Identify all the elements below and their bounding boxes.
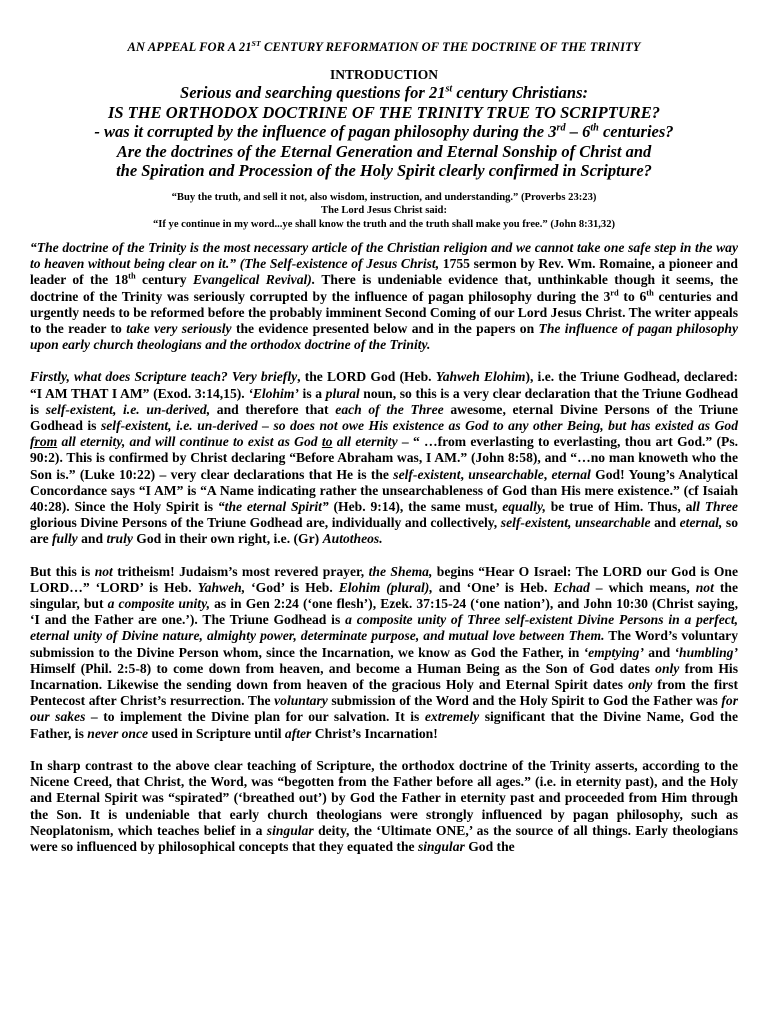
paragraph-2: Firstly, what does Scripture teach? Very briefly, the LORD God (Heb. Yahweh Elohim), i.e. the Triune Godhead, declared: “I AM THAT I AM” (Exod. 3:14,15). ‘Elohim’ is a plural noun, so this is a very clear declaration that the Triune Godhead is self-existent, i.e. un-derived, and therefore that each of the Three awesome, eternal Divine Persons of the Triune Godhead is self-existent, i.e. un-derived – so does not owe His existence as God to any other Being, but has existed as God from all eternity, and will continue to exist as God to all eternity – “ …from everlasting to everlasting, thou art God.” (Ps. 90:2). This is confirmed by Christ declaring “Before Abraham was, I AM.” (John 8:58), and “…no man knoweth who the Son is.” (Luke 10:22) – very clear declarations that He is the self-existent, unsearchable, eternal God! Young’s Analytical Concordance says “I AM” is “A Name indicating rather the unsearchableness of God than His mere existence.” (cf Isaiah 40:28). Since the Holy Spirit is “the eternal Spirit” (Heb. 9:14), the same must, equally, be true of Him. Thus, all Three glorious Divine Persons of the Triune Godhead are, individually and collectively, self-existent, unsearchable and eternal, so are fully and truly God in their own right, i.e. (Gr) Autotheos. — [30, 369, 739, 547]
paragraph-3: But this is not tritheism! Judaism’s most revered prayer, the Shema, begins “Hear O Israel: The LORD our God is One LORD…” ‘LORD’ is Heb. Yahweh, ‘God’ is Heb. Elohim (plural), and ‘One’ is Heb. Echad – which means, not the singular, but a composite unity, as in Gen 2:24 (‘one flesh’), Ezek. 37:15-24 (‘one nation’), and John 10:30 (Christ saying, ‘I and the Father are one.’). The Triune Godhead is a composite unity of Three self-existent Divine Persons in a perfect, eternal unity of Divine nature, almighty power, determinate purpose, and mutual love between Them. The Word’s voluntary submission to the Divine Person whom, since the Incarnation, we know as God the Father, in ‘emptying’ and ‘humbling’ Himself (Phil. 2:5-8) to come down from heaven, and become a Human Being as the Son of God dates only from His Incarnation. Likewise the sending down from heaven of the gracious Holy and Eternal Spirit dates only from the first Pentecost after Christ’s resurrection. The voluntary submission of the Word and the Holy Spirit to God the Father was for our sakes – to implement the Divine plan for our salvation. It is extremely significant that the Divine Name, God the Father, is never once used in Scripture until after Christ’s Incarnation! — [30, 563, 739, 741]
quote-proverbs: “Buy the truth, and sell it not, also wisdom, instruction, and understanding.” (Proverbs 23:23) — [171, 191, 597, 203]
heading-line-5: the Spiration and Procession of the Holy Spirit clearly confirmed in Scripture? — [116, 161, 652, 180]
paragraph-4: In sharp contrast to the above clear teaching of Scripture, the orthodox doctrine of the Trinity asserts, according to the Nicene Creed, that Christ, the Word, was “begotten from the Father before all ages.” (i.e. in eternity past), and the Holy and Eternal Spirit was “spirated” (‘breathed out’) by God the Father in eternity past and proceeded from Him through the Son. It is undeniable that early church theologians were strongly influenced by pagan philosophy, such as Neoplatonism, which teaches belief in a singular deity, the ‘Ultimate ONE,’ as the source of all things. Early theologians were so influenced by philosophical concepts that they equated the singular God the — [30, 757, 739, 854]
heading-line-2: IS THE ORTHODOX DOCTRINE OF THE TRINITY TRUE TO SCRIPTURE? — [107, 102, 661, 122]
introduction-label: INTRODUCTION — [329, 67, 438, 82]
quote-attribution: The Lord Jesus Christ said: — [321, 205, 447, 216]
heading-line-4: Are the doctrines of the Eternal Generation and Eternal Sonship of Christ and — [116, 141, 652, 161]
heading-line-3: - was it corrupted by the influence of pagan philosophy during the 3rd – 6th centuries? — [94, 122, 674, 141]
paragraph-1: “The doctrine of the Trinity is the most necessary article of the Christian religion and we cannot take one safe step in the way to heaven without being clear on it.” (The Self-existence of Jesus Christ, 1755 sermon by Rev. Wm. Romaine, a pioneer and leader of the 18th century Evangelical Revival). There is undeniable evidence that, unthinkable though it seems, the doctrine of the Trinity was seriously corrupted by the influence of pagan philosophy during the 3rd to 6th centuries and urgently needs to be reformed before the probably imminent Second Coming of our Lord Jesus Christ. The writer appeals to the reader to take very seriously the evidence presented below and in the papers on The influence of pagan philosophy upon early church theologians and the orthodox doctrine of the Trinity. — [30, 240, 739, 353]
heading-line-1: Serious and searching questions for 21st century Christians: — [180, 83, 588, 102]
document-top-title: AN APPEAL FOR A 21ST CENTURY REFORMATION OF THE DOCTRINE OF THE TRINITY — [127, 38, 641, 54]
quote-john: “If ye continue in my word...ye shall know the truth and the truth shall make you free.” (John 8:31,32) — [152, 218, 616, 230]
scripture-quotes — [30, 191, 738, 232]
main-heading — [30, 83, 738, 181]
